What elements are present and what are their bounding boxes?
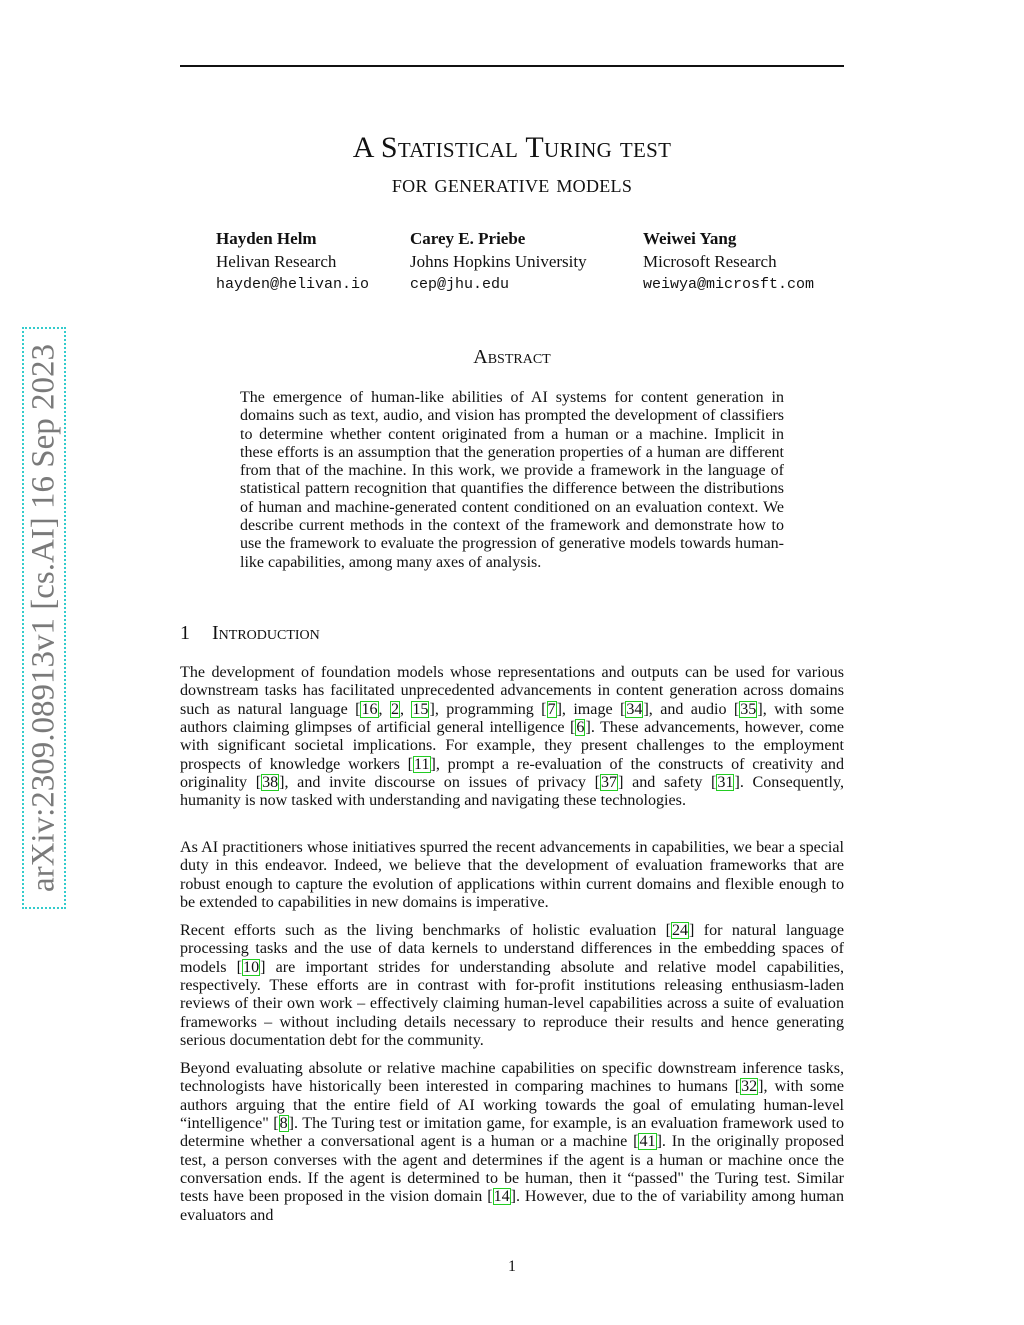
section-title: Introduction <box>212 622 320 644</box>
author-affiliation: Microsoft Research <box>643 252 777 271</box>
author-name: Hayden Helm <box>216 229 317 248</box>
paragraph: Beyond evaluating absolute or relative machine capabilities on specific downstream inference tasks, technologists have historically been interested in comparing machines to humans [32], with some authors arguing that the entire field of AI working towards the goal of emulating human-level “intelligence" [8]. The Turing test or imitation game, for example, is an evaluation framework used to determine whether a conversational agent is a human or a machine [41]. In the originally proposed test, a person converses with the agent and determines if the agent is a human or machine once the conversation ends. If the agent is determined to be human, then it “passed" the Turing test. Similar tests have been proposed in the vision domain [14]. However, due to the of variability among human evaluators and <box>180 1060 845 1224</box>
paper-title-line2: for generative models <box>391 169 633 198</box>
citation-link[interactable]: 8 <box>279 1115 288 1133</box>
abstract-heading: Abstract <box>473 346 551 368</box>
author-block-2 <box>410 227 587 296</box>
page-number: 1 <box>508 1258 516 1275</box>
citation-link[interactable]: 32 <box>741 1078 758 1096</box>
author-affiliation: Helivan Research <box>216 252 337 271</box>
citation-link[interactable]: 24 <box>671 922 689 939</box>
author-affiliation: Johns Hopkins University <box>410 252 587 271</box>
author-email: cep@jhu.edu <box>410 276 510 293</box>
citation-link[interactable]: 41 <box>639 1133 656 1151</box>
citation-link[interactable]: 6 <box>576 719 585 737</box>
citation-link[interactable]: 38 <box>262 774 279 792</box>
citation-link[interactable]: 11 <box>414 755 430 773</box>
author-name: Weiwei Yang <box>643 229 737 248</box>
author-email: hayden@helivan.io <box>216 276 370 293</box>
abstract-text: The emergence of human-like abilities of AI systems for content generation in domains such as text, audio, and vision has prompted the development of classifiers to determine whether content originated from a human or a machine. Implicit in these efforts is an assumption that the generation properties of a human are different from that of the machine. In this work, we provide a framework in the language of statistical pattern recognition that quantifies the difference between the distributions of human and machine-generated content conditioned on an evaluation context. We describe current methods in the context of the framework and demonstrate how to use the framework to evaluate the progression of generative models towards human-like capabilities, among many axes of analysis. <box>240 389 784 571</box>
arxiv-identifier-stamp <box>22 327 66 909</box>
author-block-3 <box>643 227 814 296</box>
paragraph: The development of foundation models whose representations and outputs can be used for various downstream tasks has facilitated unprecedented advancements in content generation across domains such as natural language [16, 2, 15], programming [7], image [34], and audio [35], with some authors claiming glimpses of artificial general intelligence [6]. These advancements, however, come with significant societal implications. For example, they present challenges to the employment prospects of knowledge workers [11], prompt a re-evaluation of the constructs of creativity and originality [38], and invite discourse on issues of privacy [37] and safety [31]. Consequently, humanity is now tasked with understanding and navigating these technologies. <box>180 664 845 810</box>
top-rule <box>180 65 844 67</box>
paragraph: As AI practitioners whose initiatives spurred the recent advancements in capabilities, we bear a special duty in this endeavor. Indeed, we believe that the development of evaluation frameworks that are robust enough to capture the evolution of applications within current domains and flexible enough to be extended to capabilities in new domains is imperative. <box>180 839 844 912</box>
arxiv-identifier: arXiv:2309.08913v1 [cs.AI] 16 Sep 2023 <box>25 343 62 893</box>
author-block-1 <box>216 227 369 296</box>
author-email: weiwya@microsft.com <box>643 276 815 293</box>
paragraph: Recent efforts such as the living benchmarks of holistic evaluation [24] for natural language processing tasks and the use of data kernels to understand differences in the embedding spaces of models [10] are important strides for understanding absolute and relative model capabilities, respectively. These efforts are in contrast with for-profit institutions releasing enthusiasm-laden reviews of their own work – effectively claiming human-level capabilities across a suite of evaluation frameworks – without including details necessary to reproduce their results and hence generating serious documentation debt for the community. <box>180 922 845 1050</box>
citation-link[interactable]: 35 <box>740 700 757 718</box>
citation-link[interactable]: 2 <box>390 700 399 718</box>
citation-link[interactable]: 16 <box>361 700 378 718</box>
citation-link[interactable]: 14 <box>493 1188 510 1206</box>
citation-link[interactable]: 34 <box>626 700 643 718</box>
author-name: Carey E. Priebe <box>410 229 526 248</box>
section-number: 1 <box>180 622 190 644</box>
citation-link[interactable]: 7 <box>547 700 556 718</box>
paper-title-line1: A Statistical Turing test <box>352 131 672 164</box>
citation-link[interactable]: 10 <box>243 958 260 976</box>
citation-link[interactable]: 37 <box>600 774 618 792</box>
citation-link[interactable]: 31 <box>717 774 734 792</box>
citation-link[interactable]: 15 <box>412 700 429 718</box>
section-heading <box>180 622 320 645</box>
